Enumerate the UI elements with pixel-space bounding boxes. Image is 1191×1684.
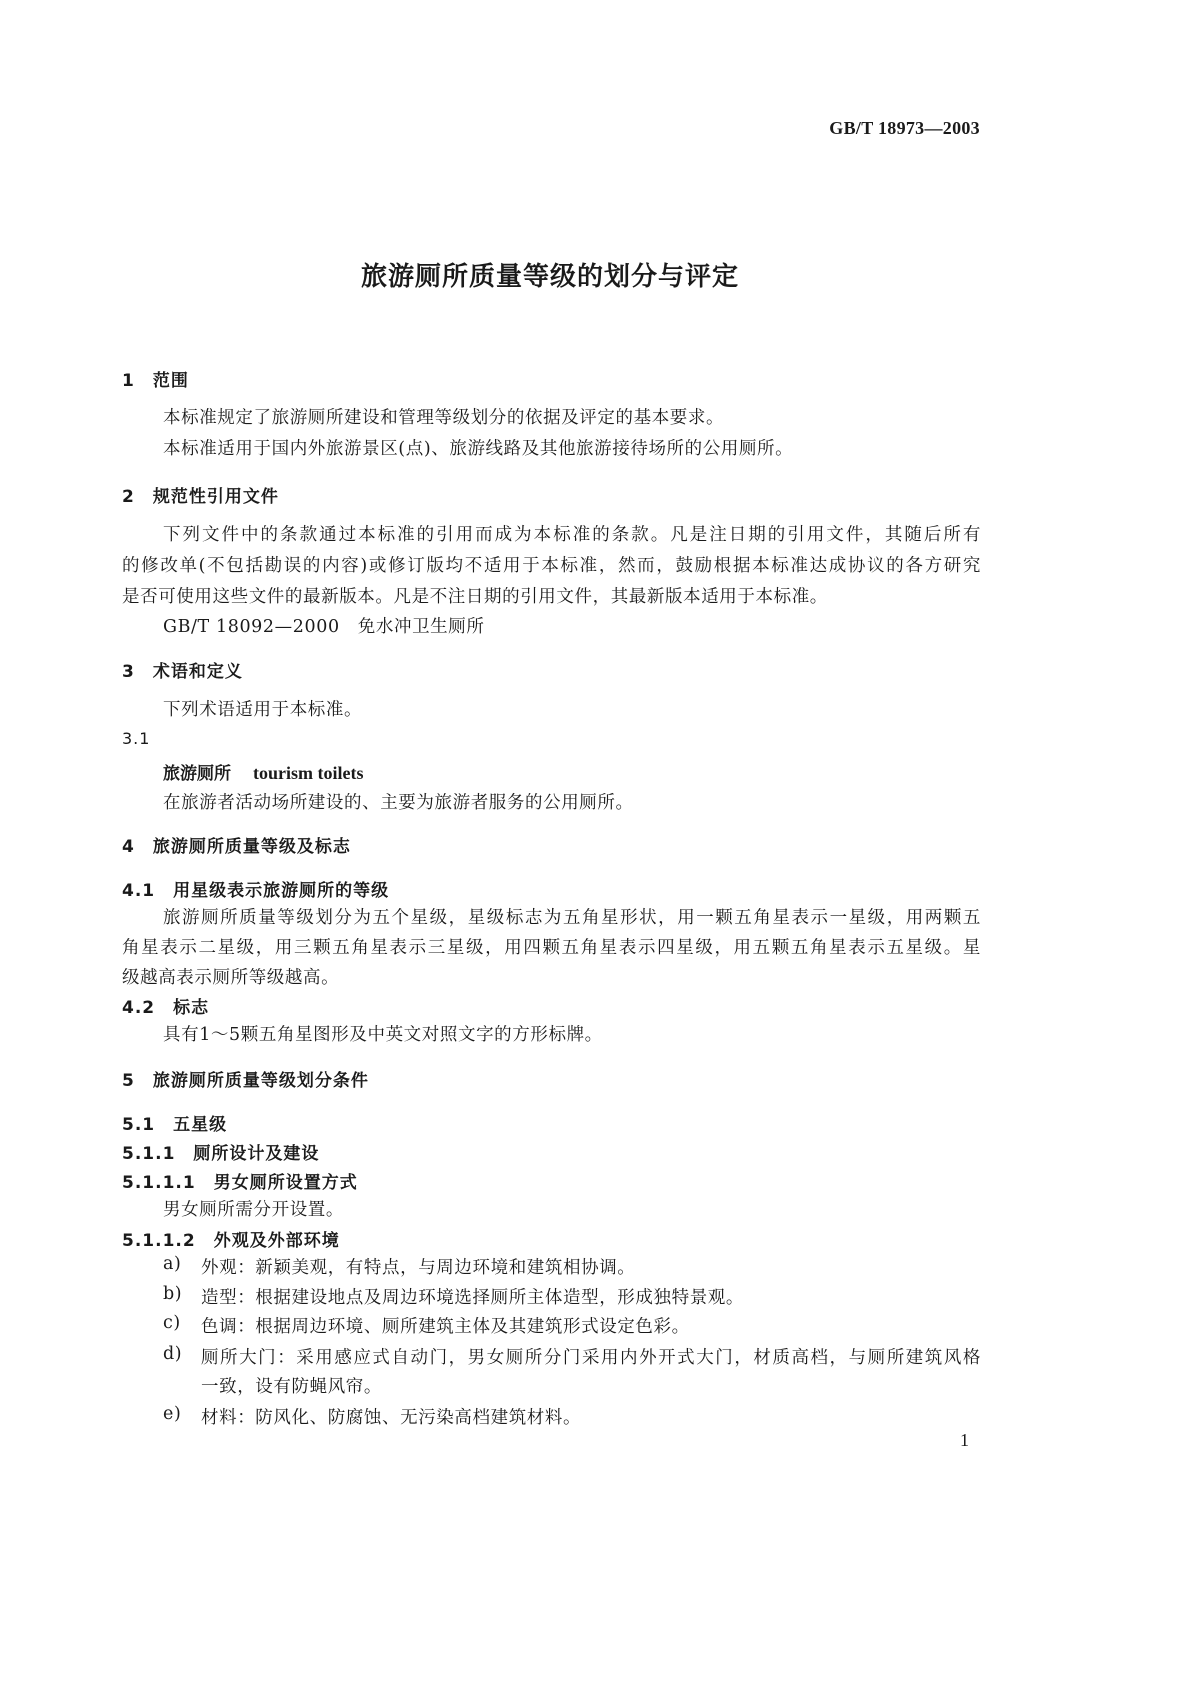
s3-intro: 下列术语适用于本标准。 [163, 700, 363, 720]
s3-1-number: 3.1 [122, 729, 151, 748]
list-item [163, 1254, 181, 1274]
term-english: tourism toilets [253, 763, 364, 783]
list-item [163, 1313, 181, 1333]
section-5-1-1-1-heading: 5.1.1.1 男女厕所设置方式 [122, 1173, 358, 1193]
list-item-label: b) [163, 1284, 183, 1304]
standard-code: GB/T 18973—2003 [829, 118, 980, 138]
list-item [163, 1344, 182, 1364]
s4-1-line-3: 级越高表示厕所等级越高。 [122, 968, 340, 988]
list-item-label: c) [163, 1313, 181, 1333]
s1-paragraph-1: 本标准规定了旅游厕所建设和管理等级划分的依据及评定的基本要求。 [163, 408, 725, 428]
section-5-heading: 5 旅游厕所质量等级划分条件 [122, 1071, 369, 1091]
page-number: 1 [960, 1430, 969, 1450]
list-item-continuation: 一致，设有防蝇风帘。 [201, 1377, 382, 1397]
section-5-1-heading: 5.1 五星级 [122, 1115, 228, 1135]
s5-1-1-1-paragraph: 男女厕所需分开设置。 [163, 1200, 344, 1220]
section-4-1-heading: 4.1 用星级表示旅游厕所的等级 [122, 881, 390, 901]
list-item-label: d) [163, 1344, 183, 1364]
section-4-2-heading: 4.2 标志 [122, 998, 210, 1018]
list-item-label: e) [163, 1404, 182, 1424]
list-item [163, 1404, 181, 1424]
section-5-1-1-2-heading: 5.1.1.2 外观及外部环境 [122, 1231, 340, 1251]
list-item-text: 色调：根据周边环境、厕所建筑主体及其建筑形式设定色彩。 [201, 1317, 690, 1337]
s4-2-paragraph: 具有1～5颗五角星图形及中英文对照文字的方形标牌。 [163, 1025, 603, 1045]
term-chinese: 旅游厕所 [163, 764, 231, 784]
section-1-heading: 1 范围 [122, 371, 189, 391]
term-definition: 在旅游者活动场所建设的、主要为旅游者服务的公用厕所。 [163, 793, 634, 813]
list-item-text: 造型：根据建设地点及周边环境选择厕所主体造型，形成独特景观。 [201, 1288, 744, 1308]
list-item [163, 1284, 182, 1304]
s4-1-line-2: 角星表示二星级，用三颗五角星表示三星级，用四颗五角星表示四星级，用五颗五角星表示五星级。星 [122, 938, 981, 958]
s2-line-2: 的修改单(不包括勘误的内容)或修订版均不适用于本标准，然而，鼓励根据本标准达成协议的各方研究 [122, 556, 981, 576]
s4-1-line-1: 旅游厕所质量等级划分为五个星级，星级标志为五角星形状，用一颗五角星表示一星级，用两颗五 [163, 908, 981, 928]
list-item-text: 材料：防风化、防腐蚀、无污染高档建筑材料。 [201, 1408, 582, 1428]
list-item-label: a) [163, 1254, 182, 1274]
s2-line-1: 下列文件中的条款通过本标准的引用而成为本标准的条款。凡是注日期的引用文件，其随后所有 [163, 525, 981, 545]
list-item-text: 外观：新颖美观，有特点，与周边环境和建筑相协调。 [201, 1258, 636, 1278]
s2-line-3: 是否可使用这些文件的最新版本。凡是不注日期的引用文件，其最新版本适用于本标准。 [122, 587, 828, 607]
section-3-heading: 3 术语和定义 [122, 662, 243, 682]
section-5-1-1-heading: 5.1.1 厕所设计及建设 [122, 1144, 320, 1164]
section-4-heading: 4 旅游厕所质量等级及标志 [122, 837, 351, 857]
s2-reference: GB/T 18092—2000 免水冲卫生厕所 [163, 617, 485, 637]
page-title: 旅游厕所质量等级的划分与评定 [360, 262, 739, 292]
term-row [163, 759, 363, 784]
section-2-heading: 2 规范性引用文件 [122, 487, 279, 507]
list-item-text: 厕所大门：采用感应式自动门，男女厕所分门采用内外开式大门，材质高档，与厕所建筑风格 [201, 1348, 981, 1368]
s1-paragraph-2: 本标准适用于国内外旅游景区(点)、旅游线路及其他旅游接待场所的公用厕所。 [163, 439, 794, 459]
